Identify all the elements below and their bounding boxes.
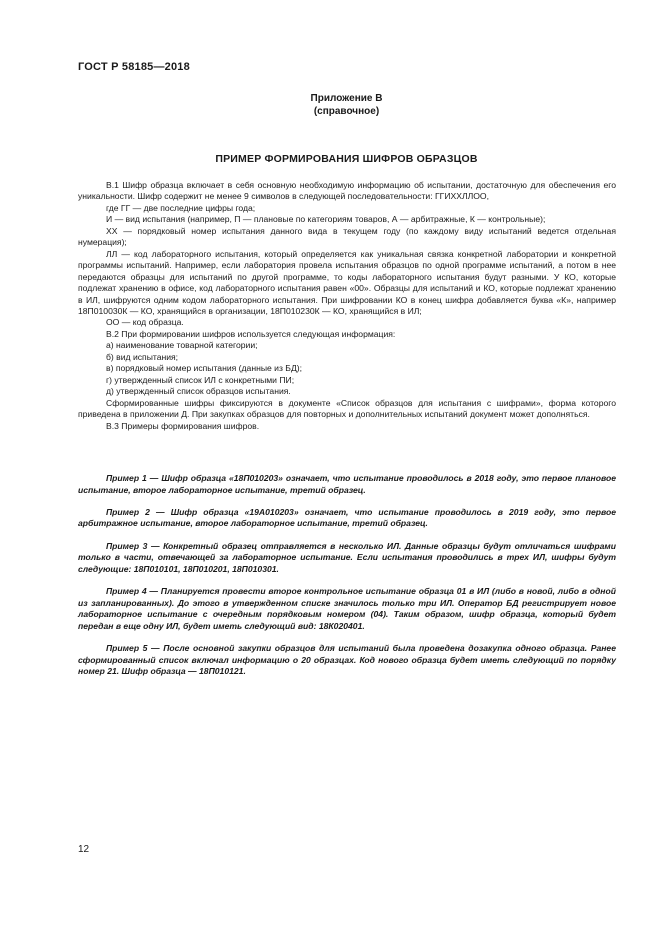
example-2: Пример 2 — Шифр образца «19А010203» означает, что испытание проводилось в 2019 году, это первое арбитражное испытание, второе лабораторное испытание, третий образец. [78, 506, 616, 529]
examples-block [78, 473, 616, 688]
paragraph: В.2 При формировании шифров используется следующая информация: [106, 328, 396, 339]
list-item: в) порядковый номер испытания (данные из БД); [106, 363, 303, 374]
page-title: ПРИМЕР ФОРМИРОВАНИЯ ШИФРОВ ОБРАЗЦОВ [215, 153, 478, 165]
paragraph: Сформированные шифры фиксируются в документе «Список образцов для испытания с шифрами», форма которого приведена в приложении Д. При закупках образцов для повторных и дополнительных испытаний документ может дополняться. [78, 397, 616, 420]
list-item: г) утвержденный список ИЛ с конкретными ПИ; [106, 374, 295, 385]
list-item: а) наименование товарной категории; [106, 340, 258, 351]
list-item: б) вид испытания; [106, 351, 179, 362]
paragraph: И — вид испытания (например, П — плановые по категориям товаров, А — арбитражные, К — контрольные); [106, 214, 546, 225]
appendix-label: Приложение В [310, 93, 383, 104]
paragraph: ОО — код образца. [106, 317, 184, 328]
appendix-heading [0, 92, 661, 118]
example-3: Пример 3 — Конкретный образец отправляется в несколько ИЛ. Данные образцы будут отличаться шифрами только в части, отвечающей за лабораторное испытание. Если испытания проводились в трех ИЛ, шифры будут следующие: 18П010101, 18П010201, 18П010301. [78, 540, 616, 574]
example-4: Пример 4 — Планируется провести второе контрольное испытание образца 01 в ИЛ (либо в новой, либо в одной из запланированных). До этого в утвержденном списке значилось только три ИЛ. Оператор БД регистрирует новое лабораторное испытание с очередным порядковым номером (04). Таким образом, шифр образца, который будет передан в еще одну ИЛ, будет иметь следующий вид: 18К020401. [78, 585, 616, 631]
paragraph: В.3 Примеры формирования шифров. [106, 420, 260, 431]
paragraph: где ГГ — две последние цифры года; [106, 202, 256, 213]
body-text [78, 180, 616, 432]
example-1: Пример 1 — Шифр образца «18П010203» означает, что испытание проводилось в 2018 году, это первое плановое испытание, второе лабораторное испытание, третий образец. [78, 473, 616, 495]
list-item: д) утвержденный список образцов испытания. [106, 386, 291, 397]
appendix-note: (справочное) [313, 106, 380, 117]
paragraph: В.1 Шифр образца включает в себя основную необходимую информацию об испытании, достаточную для обеспечения его уникальности. Шифр содержит не менее 9 символов в следующей последовательности: ГГИХХЛЛОО, [78, 180, 616, 202]
standard-header: ГОСТ Р 58185—2018 [78, 61, 190, 73]
page-number: 12 [78, 844, 90, 855]
example-5: Пример 5 — После основной закупки образцов для испытаний была проведена дозакупка одного образца. Ранее сформированный список включал информацию о 20 образцах. Код нового образца будет иметь следующий по порядку номер 21. Шифр образца — 18П010121. [78, 642, 616, 677]
paragraph: ХХ — порядковый номер испытания данного вида в текущем году (по каждому виду испытаний ведется отдельная нумерация); [78, 225, 616, 248]
paragraph: ЛЛ — код лабораторного испытания, который определяется как уникальная связка конкретной лаборатории и конкретной программы испытаний. Например, если лаборатория провела испытания образцов по одной программе испытаний, а потом в нее передаются образцы для испытаний по другой программе, то коды лабораторного испытания будут разными. У КО, которые подлежат хранению в офисе, код лабораторного испытания равен «00». Образцы для испытаний и КО, которые подлежат хранению в ИЛ, шифруются одним кодом лабораторного испытания. При шифровании КО в конец шифра добавляется буква «К», например 18П010030К — КО, хранящийся в организации, 18П010230К — КО, хранящийся в ИЛ; [78, 248, 616, 316]
